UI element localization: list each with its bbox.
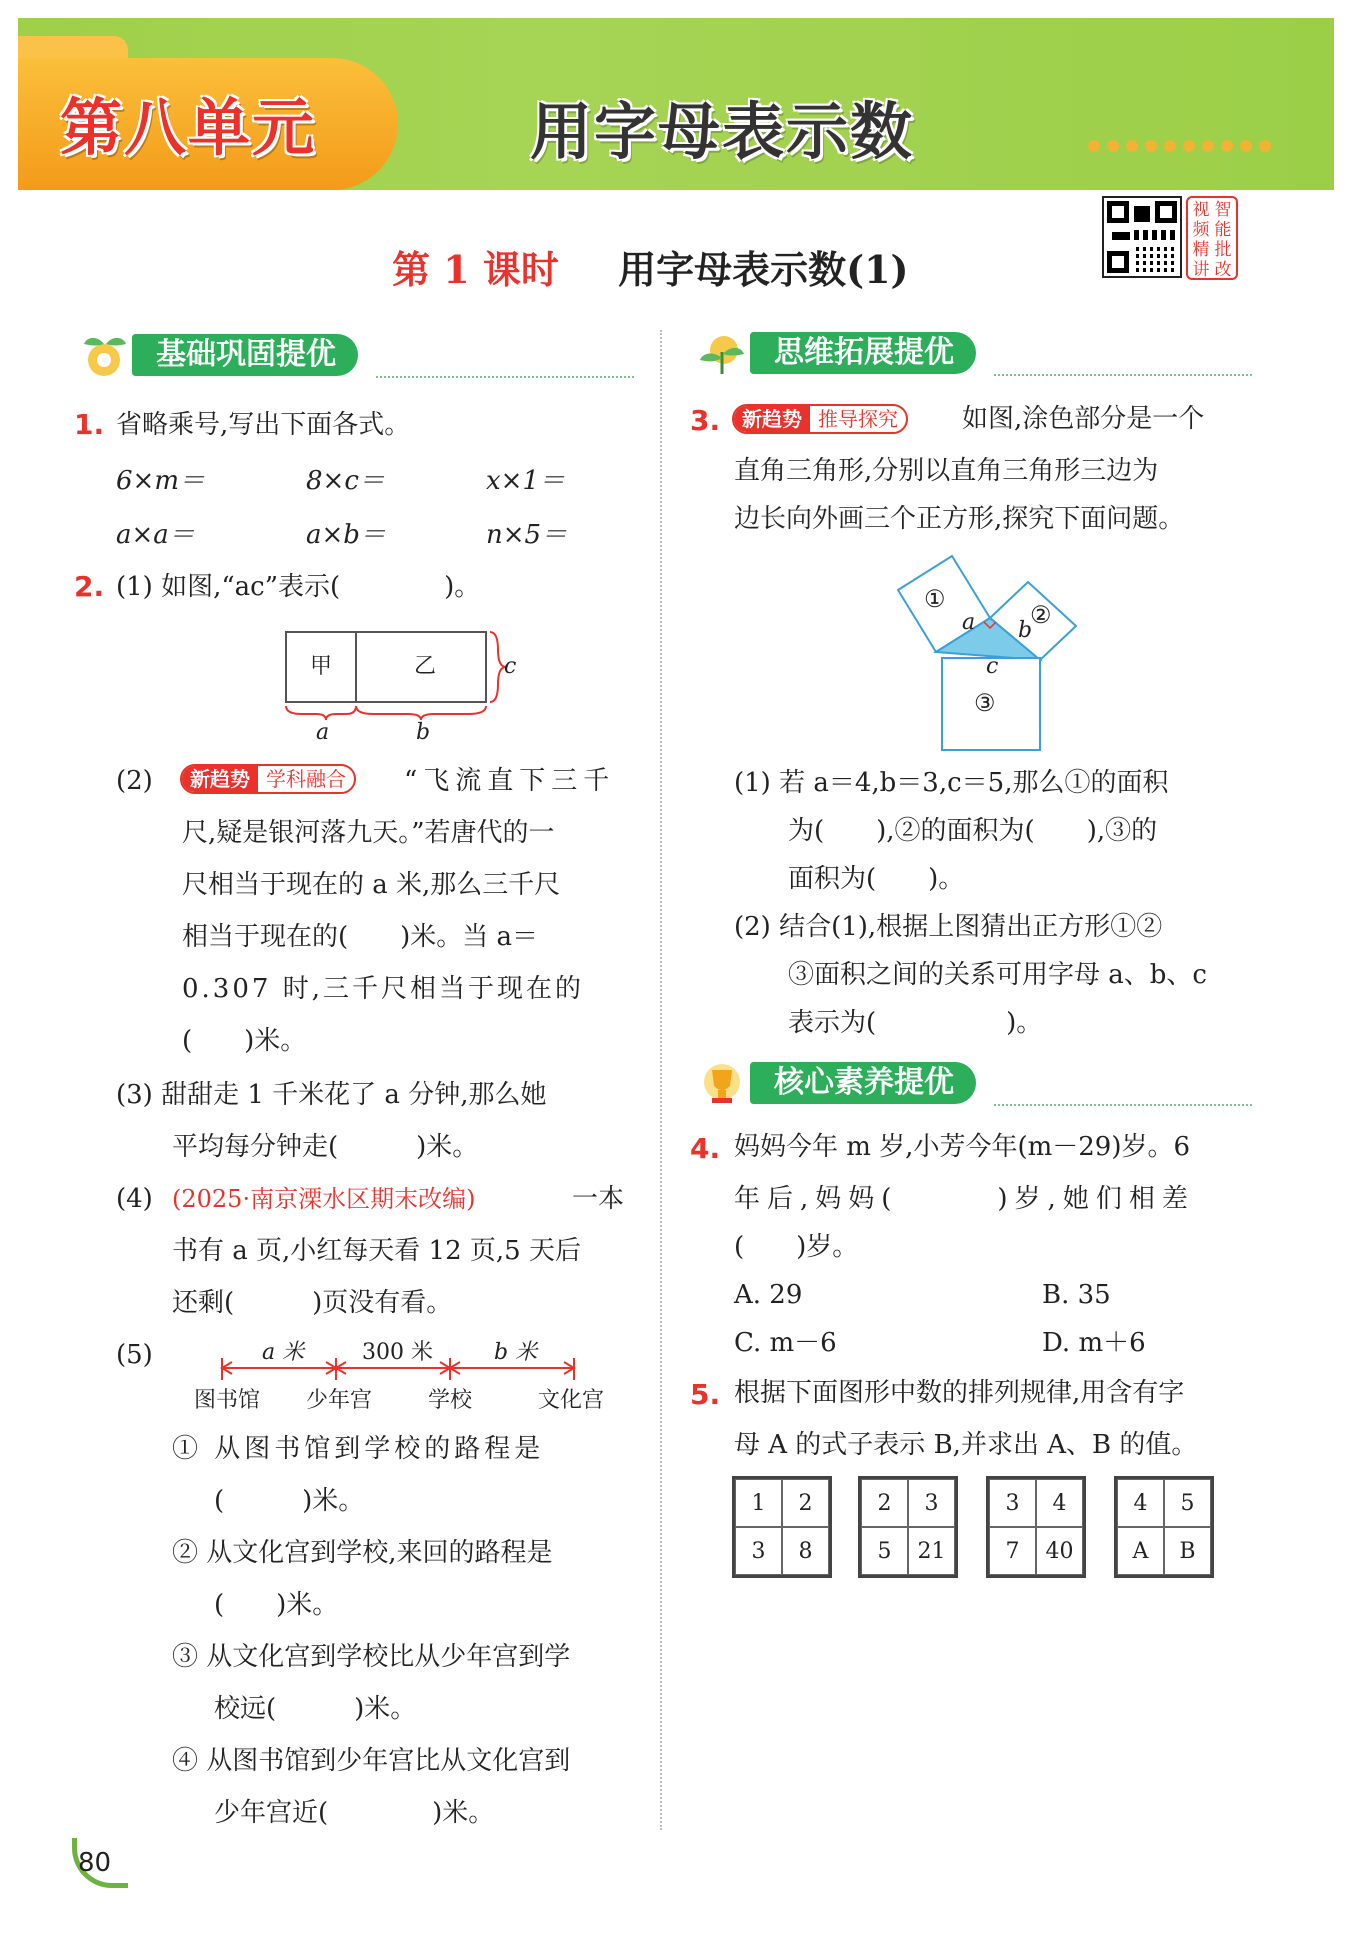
fig1-label-b: b: [416, 720, 431, 745]
q5-line: 母 A 的式子表示 B,并求出 A、B 的值。: [734, 1430, 1198, 1460]
fig3-square2: ②: [1030, 601, 1052, 629]
q2-part5-line: 校远( )米。: [214, 1694, 417, 1724]
q4-option-c[interactable]: C. m－6: [734, 1328, 837, 1358]
section-core-title: 核心素养提优: [750, 1062, 976, 1104]
lesson-title: 用字母表示数(1): [618, 247, 909, 292]
q1-item: a×a＝: [116, 520, 195, 550]
q3-line: 如图,涂色部分是一个: [962, 404, 1205, 434]
qr-char: 批: [1214, 240, 1232, 260]
q2-part4-line: 书有 a 页,小红每天看 12 页,5 天后: [172, 1236, 581, 1266]
q2-part5-line: ④ 从图书馆到少年宫比从文化宫到: [172, 1746, 571, 1776]
q2-part2-line: 尺,疑是银河落九天。”若唐代的一: [182, 818, 555, 848]
q2-part5-line: ( )米。: [214, 1486, 365, 1516]
q2-part2-line: ( )米。: [182, 1026, 307, 1056]
number-grid: [1114, 1476, 1214, 1578]
q1-text: 省略乘号,写出下面各式。: [116, 410, 411, 440]
fig3-label-a: a: [962, 610, 976, 635]
fig2-seg1: a 米: [262, 1340, 305, 1365]
grid-cell: 3: [735, 1527, 782, 1575]
gear-sprout-icon: [76, 330, 132, 380]
grid-cell: 4: [1036, 1479, 1083, 1527]
q1-item: n×5＝: [486, 520, 568, 550]
q2-part4-line: 一本: [572, 1184, 625, 1214]
fig3-square3: ③: [974, 689, 996, 717]
q3-sub1-line: 面积为( )。: [788, 864, 965, 894]
trophy-icon: [694, 1058, 750, 1108]
q4-option-b[interactable]: B. 35: [1042, 1280, 1111, 1310]
q3-tag: [732, 404, 908, 438]
q2-part3-line: 平均每分钟走( )米。: [172, 1132, 479, 1162]
rectangle-figure: [276, 620, 536, 752]
grid-cell: 3: [989, 1479, 1036, 1527]
q3-line: 边长向外画三个正方形,探究下面问题。: [734, 504, 1185, 534]
q2-part5-line: ① 从图书馆到学校的路程是: [172, 1434, 545, 1464]
grid-cell: 1: [735, 1479, 782, 1527]
qr-char: 讲: [1192, 260, 1210, 280]
grid-cell: 2: [782, 1479, 829, 1527]
q4-option-d[interactable]: D. m＋6: [1042, 1328, 1146, 1358]
section-basic-title: 基础巩固提优: [132, 334, 358, 376]
q2-part5-line: ( )米。: [214, 1590, 339, 1620]
q2-part4-source: (2025·南京溧水区期末改编): [172, 1185, 476, 1213]
q1-item: 6×m＝: [116, 466, 205, 496]
q2-number: 2.: [74, 570, 105, 603]
grid-cell: 21: [908, 1527, 955, 1575]
qr-label-box: [1186, 196, 1238, 280]
number-grid: [732, 1476, 832, 1578]
fig1-cell1: 甲: [310, 654, 333, 679]
q5-line: 根据下面图形中数的排列规律,用含有字: [734, 1378, 1185, 1408]
fig2-place: 图书馆: [194, 1388, 261, 1413]
lesson-heading: [392, 245, 909, 295]
grid-cell: A: [1117, 1527, 1164, 1575]
q4-line: 妈妈今年 m 岁,小芳今年(m－29)岁。6: [734, 1132, 1191, 1162]
lesson-number: 第 1 课时: [392, 247, 559, 292]
chapter-title: 用字母表示数: [530, 95, 915, 168]
q2-part2-line: 尺相当于现在的 a 米,那么三千尺: [182, 870, 561, 900]
sprout-sun-icon: [694, 328, 750, 378]
qr-char: 精: [1192, 240, 1210, 260]
fig3-label-c: c: [986, 654, 999, 679]
q3-sub2-line: (2) 结合(1),根据上图猜出正方形①②: [734, 912, 1163, 942]
grid-cell: 4: [1117, 1479, 1164, 1527]
fig2-seg2: 300 米: [362, 1340, 433, 1365]
tag-trend: 新趋势: [182, 766, 258, 792]
fig1-label-c: c: [504, 654, 517, 679]
q2-part5-line: ② 从文化宫到学校,来回的路程是: [172, 1538, 553, 1568]
tag-fusion: 学科融合: [266, 767, 346, 791]
grid-cell: 7: [989, 1527, 1036, 1575]
fig1-cell2: 乙: [414, 654, 437, 679]
q2-part4-line: 还剩( )页没有看。: [172, 1288, 453, 1318]
q2-part2-line: “飞流直下三千: [404, 766, 616, 796]
q1-item: a×b＝: [306, 520, 386, 550]
grid-cell: 2: [861, 1479, 908, 1527]
qr-char: 视: [1192, 200, 1210, 220]
q4-option-a[interactable]: A. 29: [734, 1280, 803, 1310]
fig2-place: 少年宫: [306, 1388, 373, 1413]
q3-number: 3.: [690, 404, 721, 437]
q2-part3-line: (3) 甜甜走 1 千米花了 a 分钟,那么她: [116, 1080, 547, 1110]
q2-part5-line: 少年宫近( )米。: [214, 1798, 495, 1828]
grid-cell: 5: [1164, 1479, 1211, 1527]
grid-cell: 8: [782, 1527, 829, 1575]
number-grid: [858, 1476, 958, 1578]
qr-char: 智: [1214, 200, 1232, 220]
q2-part2-label: (2): [116, 766, 153, 796]
q3-sub1-line: 为( ),②的面积为( ),③的: [788, 816, 1158, 846]
fig2-seg3: b 米: [494, 1340, 538, 1365]
fig2-place: 学校: [428, 1388, 473, 1413]
page-number: 80: [78, 1848, 112, 1878]
q1-number: 1.: [74, 408, 105, 441]
fig3-square1: ①: [924, 585, 946, 613]
section-thinking-title: 思维拓展提优: [750, 332, 976, 374]
qr-code-icon[interactable]: [1102, 196, 1182, 278]
tag-explore: 推导探究: [818, 407, 898, 431]
grid-cell: 40: [1036, 1527, 1083, 1575]
q2-part4-label: (4): [116, 1184, 153, 1214]
grid-cell: B: [1164, 1527, 1211, 1575]
fig3-label-b: b: [1018, 618, 1033, 643]
qr-char: 能: [1214, 220, 1232, 240]
q4-line: 年后,妈妈( )岁,她们相差: [734, 1184, 1195, 1214]
qr-char: 改: [1214, 260, 1232, 280]
q3-line: 直角三角形,分别以直角三角形三边为: [734, 456, 1159, 486]
number-grid: [986, 1476, 1086, 1578]
q4-number: 4.: [690, 1132, 721, 1165]
section-core: [694, 1058, 1254, 1106]
q2-part2-line: 相当于现在的( )米。当 a＝: [182, 922, 539, 952]
column-divider: [660, 330, 662, 1830]
decorative-dots: [1088, 140, 1271, 152]
grid-cell: 5: [861, 1527, 908, 1575]
q5-number: 5.: [690, 1378, 721, 1411]
unit-label: 第八单元: [60, 91, 317, 164]
q1-item: x×1＝: [486, 466, 565, 496]
fig2-place: 文化宫: [538, 1388, 605, 1413]
section-basic: [76, 330, 636, 378]
q2-part2-tag: [180, 764, 356, 798]
grid-cell: 3: [908, 1479, 955, 1527]
q3-sub2-line: 表示为( )。: [788, 1008, 1043, 1038]
fig1-label-a: a: [316, 720, 330, 745]
q3-sub1-line: (1) 若 a＝4,b＝3,c＝5,那么①的面积: [734, 768, 1169, 798]
q2-part1: (1) 如图,“ac”表示( )。: [116, 572, 481, 602]
q4-line: ( )岁。: [734, 1232, 859, 1262]
q2-part5-label: (5): [116, 1340, 153, 1370]
qr-char: 频: [1192, 220, 1210, 240]
q3-sub2-line: ③面积之间的关系可用字母 a、b、c: [788, 960, 1207, 990]
q2-part5-line: ③ 从文化宫到学校比从少年宫到学: [172, 1642, 571, 1672]
q2-part2-line: 0.307 时,三千尺相当于现在的: [182, 974, 584, 1004]
tag-trend: 新趋势: [734, 406, 810, 432]
section-thinking: [694, 328, 1254, 376]
q1-item: 8×c＝: [306, 466, 385, 496]
